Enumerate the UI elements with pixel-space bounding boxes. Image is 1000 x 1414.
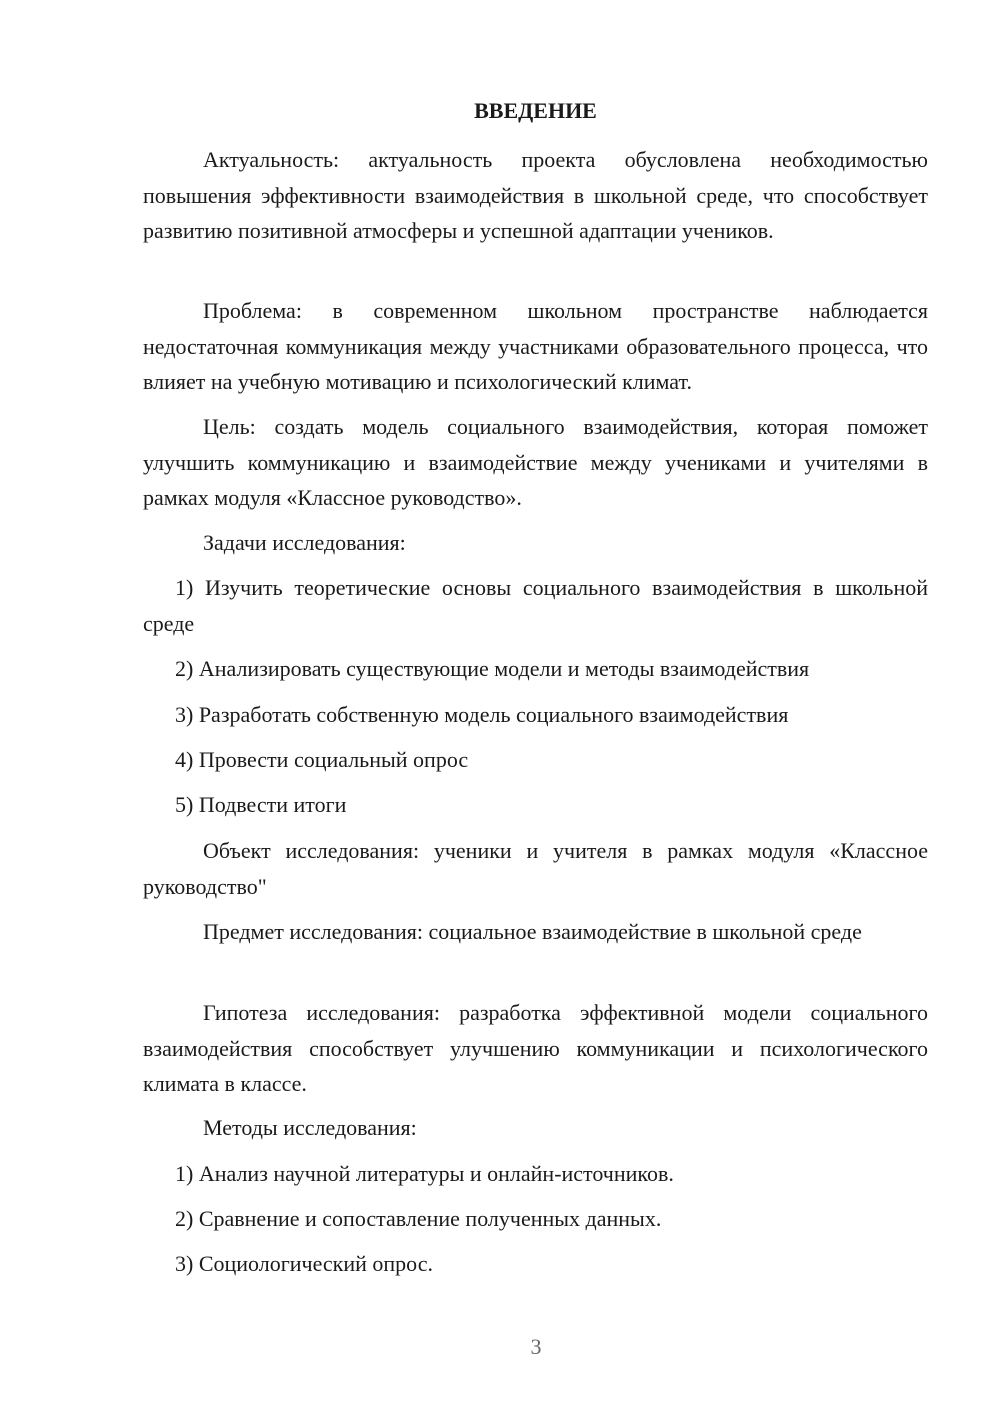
problem-paragraph: Проблема: в современном школьном пространстве наблюдается недостаточная коммуникация между участниками образовательного процесса, что влияет на учебную мотивацию и психологический климат. xyxy=(143,298,928,394)
subject-paragraph: Предмет исследования: социальное взаимодействие в школьной среде xyxy=(203,919,862,944)
object-paragraph: Объект исследования: ученики и учителя в рамках модуля «Классное руководство" xyxy=(143,838,928,899)
task-item-1: 1) Изучить теоретические основы социального взаимодействия в школьной среде xyxy=(143,575,928,636)
methods-heading: Методы исследования: xyxy=(203,1115,417,1140)
relevance-paragraph: Актуальность: актуальность проекта обусловлена необходимостью повышения эффективности взаимодействия в школьной среде, что способствует развитию позитивной атмосферы и успешной адаптации учеников. xyxy=(143,147,928,243)
tasks-heading: Задачи исследования: xyxy=(203,530,406,555)
task-item-4: 4) Провести социальный опрос xyxy=(175,747,469,772)
method-item-1: 1) Анализ научной литературы и онлайн-источников. xyxy=(175,1161,674,1186)
task-item-3: 3) Разработать собственную модель социального взаимодействия xyxy=(175,702,789,727)
task-item-5: 5) Подвести итоги xyxy=(175,792,347,817)
page-title: ВВЕДЕНИЕ xyxy=(474,98,597,123)
page-number: 3 xyxy=(530,1334,542,1359)
task-item-2: 2) Анализировать существующие модели и методы взаимодействия xyxy=(175,656,810,681)
hypothesis-paragraph: Гипотеза исследования: разработка эффективной модели социального взаимодействия способствует улучшению коммуникации и психологического климата в классе. xyxy=(143,1000,928,1096)
method-item-2: 2) Сравнение и сопоставление полученных данных. xyxy=(175,1206,662,1231)
method-item-3: 3) Социологический опрос. xyxy=(175,1251,433,1276)
goal-paragraph: Цель: создать модель социального взаимодействия, которая поможет улучшить коммуникацию и взаимодействие между учениками и учителями в рамках модуля «Классное руководство». xyxy=(143,414,928,510)
